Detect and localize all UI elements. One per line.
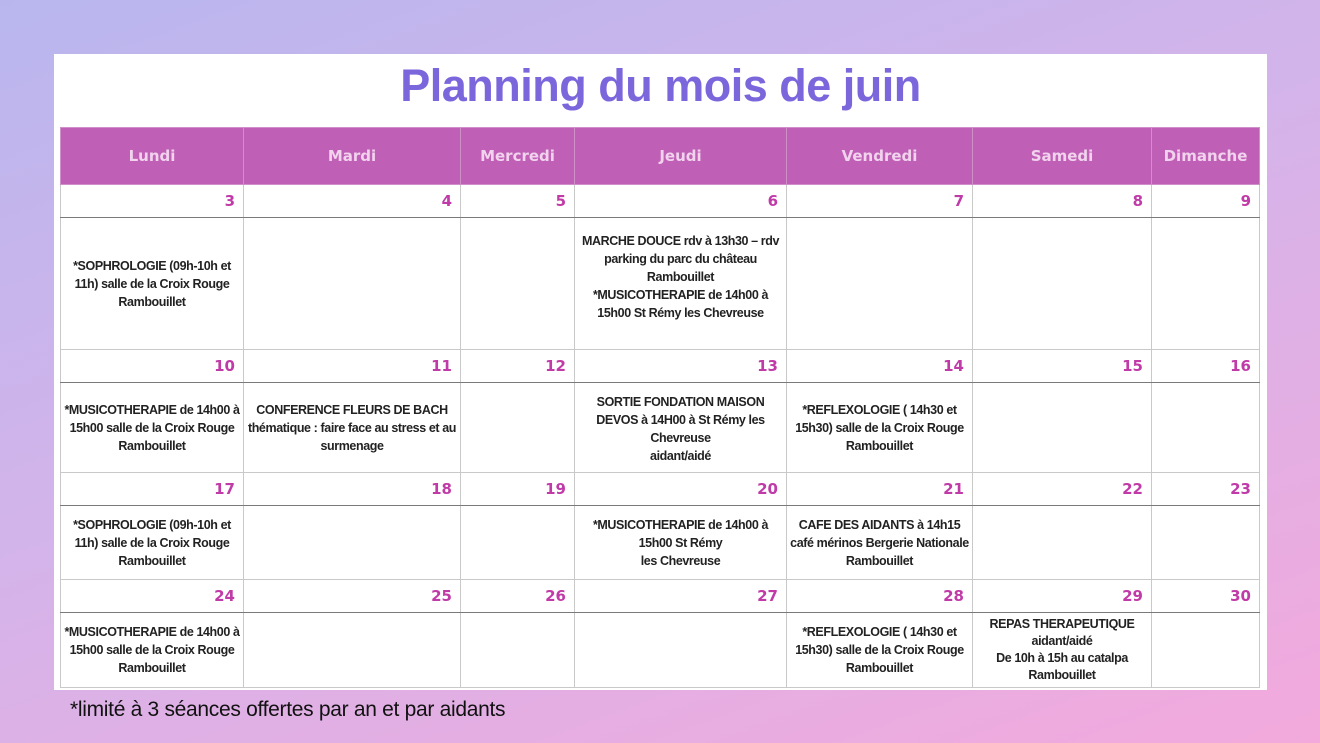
date-cell: 20 (575, 473, 787, 506)
event-cell: REPAS THERAPEUTIQUE aidant/aidé De 10h à 15h au catalpa Rambouillet (973, 613, 1152, 688)
date-cell: 21 (787, 473, 973, 506)
date-cell: 25 (244, 580, 461, 613)
header-mercredi: Mercredi (461, 128, 575, 185)
header-dimanche: Dimanche (1152, 128, 1260, 185)
page-title: Planning du mois de juin (400, 60, 921, 111)
event-cell (973, 506, 1152, 580)
footnote: *limité à 3 séances offertes par an et par aidants (70, 698, 506, 721)
week-4-dates (61, 580, 1260, 613)
week-3-events (61, 506, 1260, 580)
event-cell (244, 218, 461, 350)
event-cell (973, 218, 1152, 350)
event-cell (461, 218, 575, 350)
date-cell: 14 (787, 350, 973, 383)
week-4-events (61, 613, 1260, 688)
date-cell: 16 (1152, 350, 1260, 383)
event-cell (1152, 506, 1260, 580)
event-cell (1152, 613, 1260, 688)
event-cell: SORTIE FONDATION MAISON DEVOS à 14H00 à St Rémy les Chevreuse aidant/aidé (575, 383, 787, 473)
event-cell: *SOPHROLOGIE (09h-10h et 11h) salle de la Croix Rouge Rambouillet (61, 218, 244, 350)
date-cell: 26 (461, 580, 575, 613)
event-cell: *SOPHROLOGIE (09h-10h et 11h) salle de la Croix Rouge Rambouillet (61, 506, 244, 580)
event-cell: CAFE DES AIDANTS à 14h15 café mérinos Bergerie Nationale Rambouillet (787, 506, 973, 580)
week-1-dates (61, 185, 1260, 218)
event-cell (461, 613, 575, 688)
date-cell: 18 (244, 473, 461, 506)
event-cell: *MUSICOTHERAPIE de 14h00 à 15h00 salle de la Croix Rouge Rambouillet (61, 383, 244, 473)
event-cell (461, 383, 575, 473)
date-cell: 10 (61, 350, 244, 383)
date-cell: 7 (787, 185, 973, 218)
event-cell (244, 613, 461, 688)
date-cell: 15 (973, 350, 1152, 383)
date-cell: 9 (1152, 185, 1260, 218)
date-cell: 22 (973, 473, 1152, 506)
date-cell: 30 (1152, 580, 1260, 613)
date-cell: 5 (461, 185, 575, 218)
weekday-header-row (61, 128, 1260, 185)
event-cell (973, 383, 1152, 473)
event-cell (461, 506, 575, 580)
event-cell: *MUSICOTHERAPIE de 14h00 à 15h00 salle de la Croix Rouge Rambouillet (61, 613, 244, 688)
date-cell: 23 (1152, 473, 1260, 506)
event-cell: MARCHE DOUCE rdv à 13h30 – rdv parking du parc du château Rambouillet *MUSICOTHERAPIE de 14h00 à 15h00 St Rémy les Chevreuse (575, 218, 787, 350)
calendar-sheet (54, 54, 1267, 690)
date-cell: 13 (575, 350, 787, 383)
header-mardi: Mardi (244, 128, 461, 185)
date-cell: 11 (244, 350, 461, 383)
date-cell: 24 (61, 580, 244, 613)
date-cell: 27 (575, 580, 787, 613)
event-cell (1152, 383, 1260, 473)
date-cell: 8 (973, 185, 1152, 218)
calendar-table (60, 127, 1260, 688)
event-cell (1152, 218, 1260, 350)
event-cell (244, 506, 461, 580)
date-cell: 4 (244, 185, 461, 218)
event-cell (575, 613, 787, 688)
event-cell: CONFERENCE FLEURS DE BACH thématique : faire face au stress et au surmenage (244, 383, 461, 473)
date-cell: 29 (973, 580, 1152, 613)
week-2-events (61, 383, 1260, 473)
event-cell (787, 218, 973, 350)
header-lundi: Lundi (61, 128, 244, 185)
week-1-events (61, 218, 1260, 350)
date-cell: 17 (61, 473, 244, 506)
date-cell: 6 (575, 185, 787, 218)
date-cell: 12 (461, 350, 575, 383)
event-cell: *REFLEXOLOGIE ( 14h30 et 15h30) salle de la Croix Rouge Rambouillet (787, 383, 973, 473)
date-cell: 28 (787, 580, 973, 613)
date-cell: 3 (61, 185, 244, 218)
event-cell: *REFLEXOLOGIE ( 14h30 et 15h30) salle de la Croix Rouge Rambouillet (787, 613, 973, 688)
header-jeudi: Jeudi (575, 128, 787, 185)
header-samedi: Samedi (973, 128, 1152, 185)
week-3-dates (61, 473, 1260, 506)
date-cell: 19 (461, 473, 575, 506)
event-cell: *MUSICOTHERAPIE de 14h00 à 15h00 St Rémy les Chevreuse (575, 506, 787, 580)
week-2-dates (61, 350, 1260, 383)
header-vendredi: Vendredi (787, 128, 973, 185)
